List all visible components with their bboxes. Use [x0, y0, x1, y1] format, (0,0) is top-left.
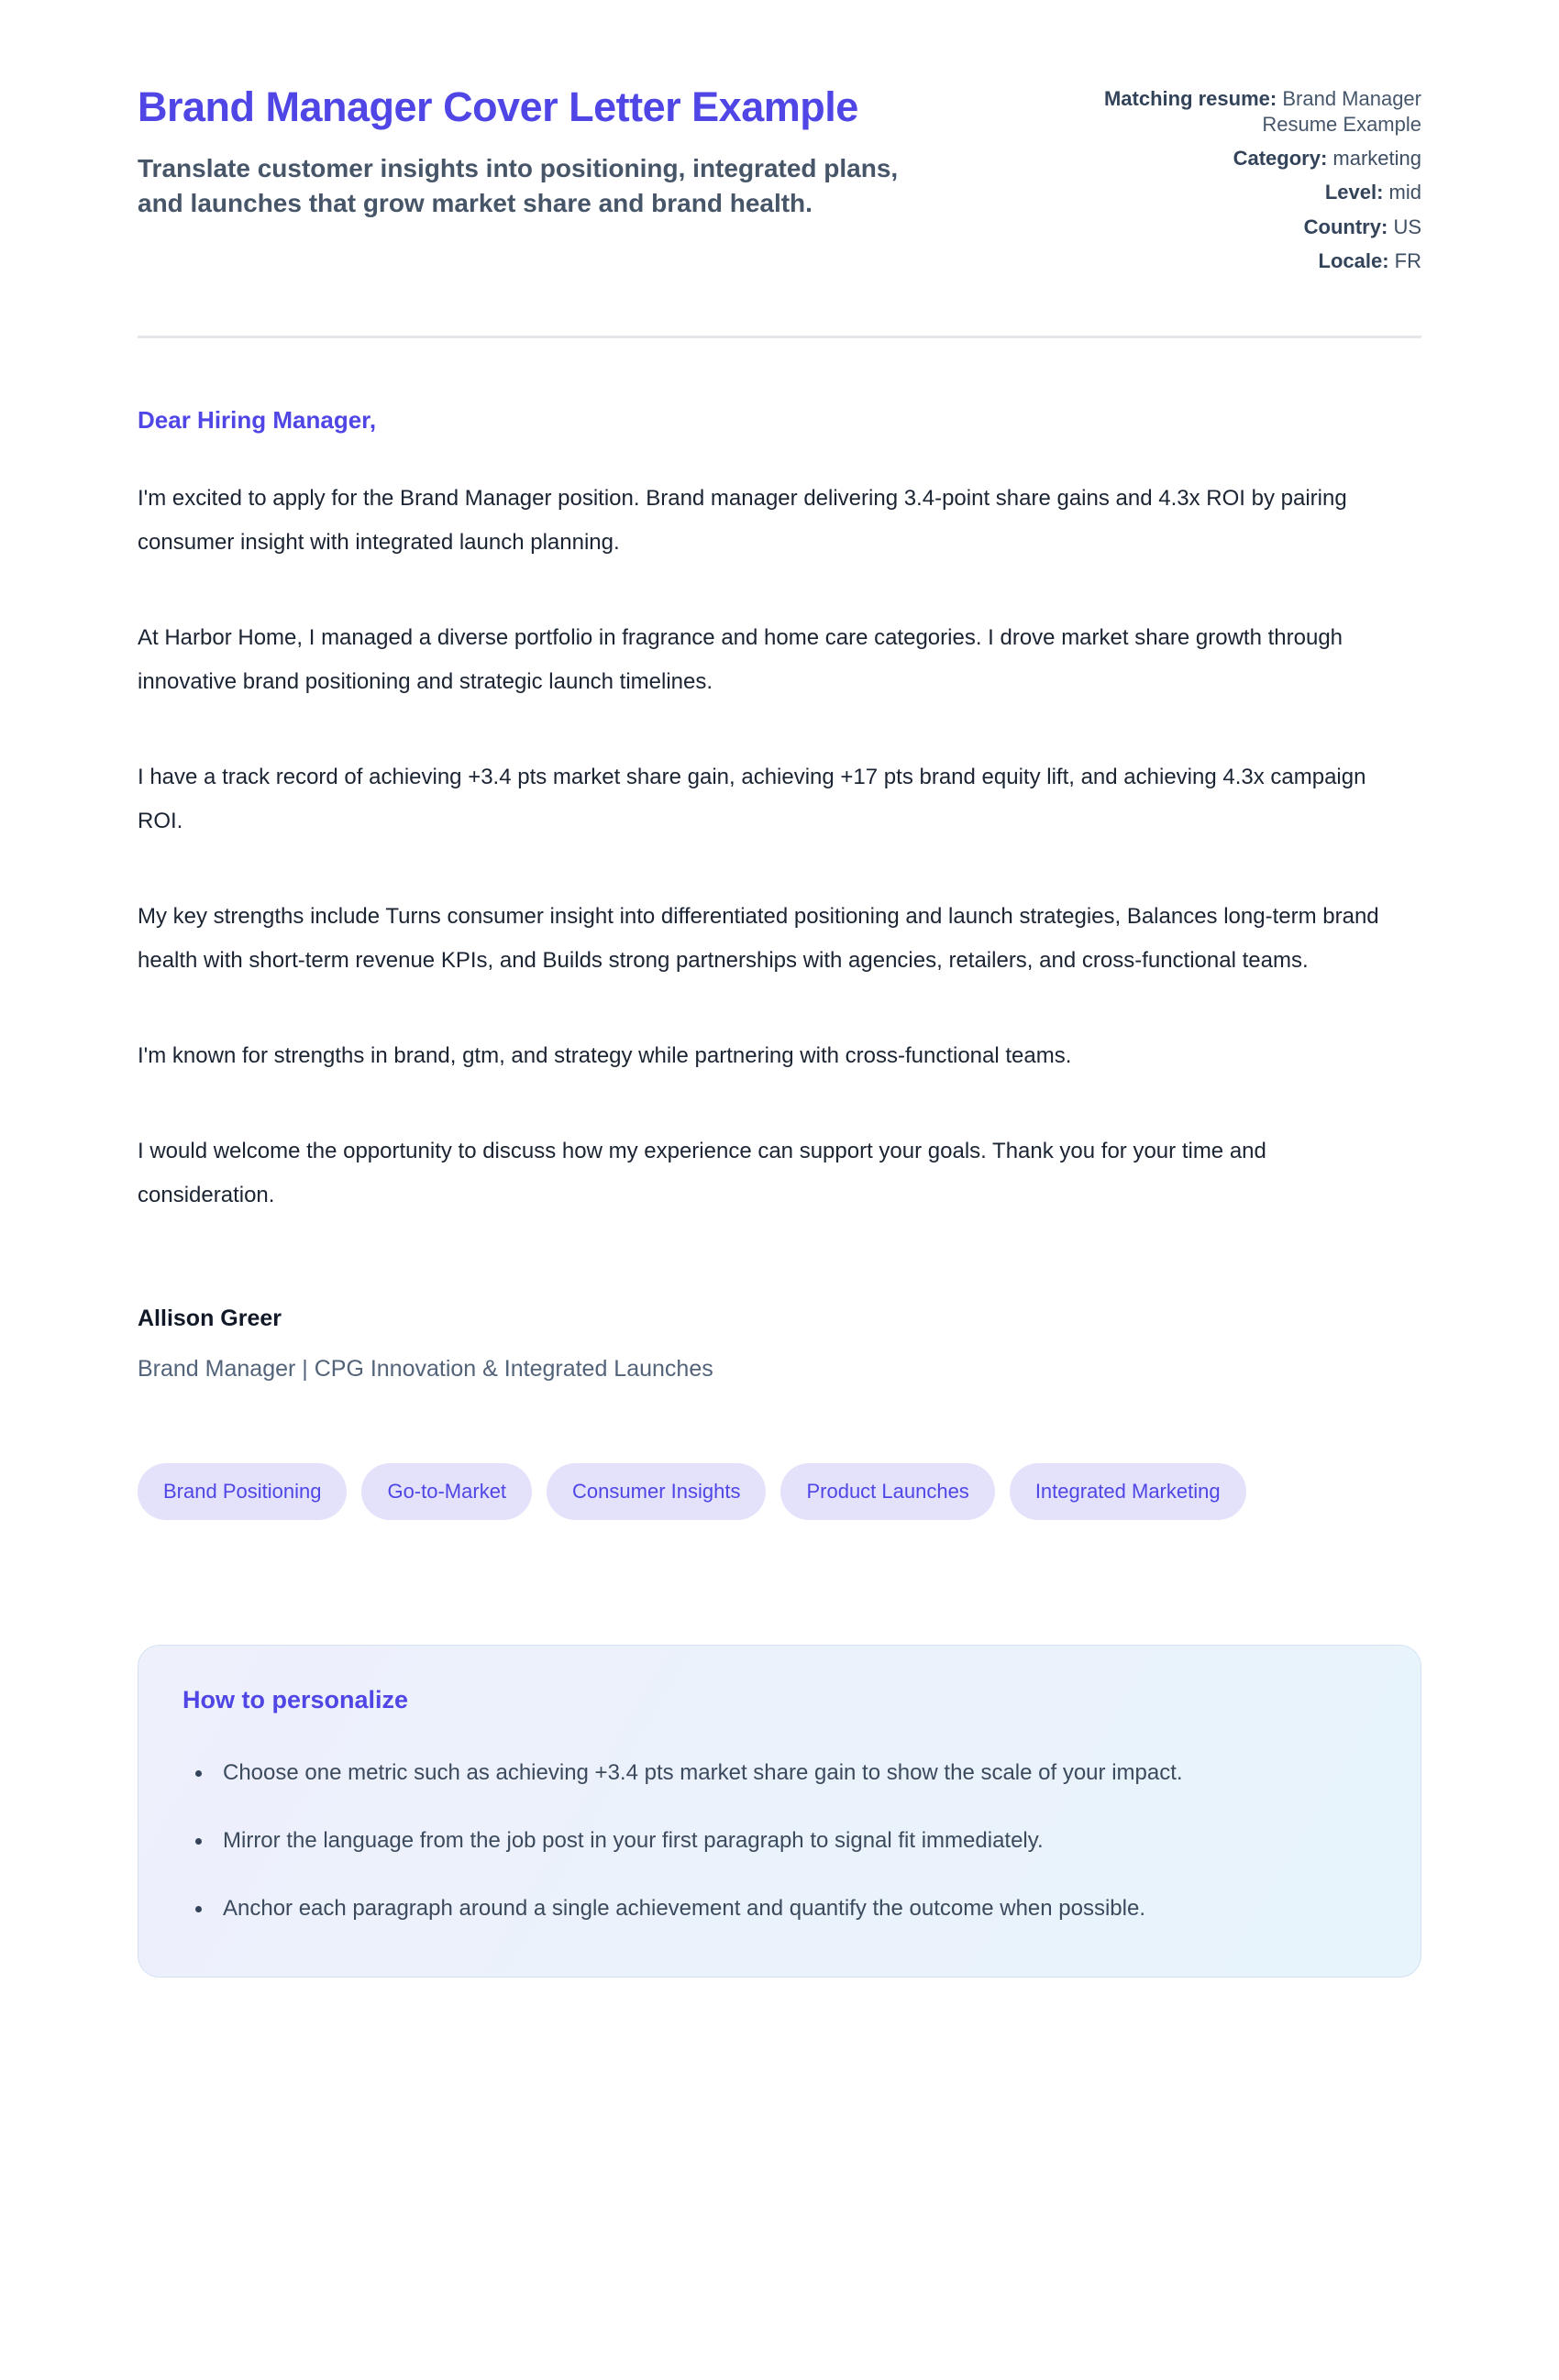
meta-matching-resume: [1025, 86, 1421, 138]
signature-name: Allison Greer: [138, 1305, 282, 1331]
matching-resume-link[interactable]: Brand Manager Resume Example: [1262, 87, 1421, 137]
meta-category-label: Category:: [1233, 147, 1328, 171]
skill-tags-row: [138, 1463, 1421, 1520]
header-divider: [138, 336, 1421, 338]
letter-paragraph: I'm known for strengths in brand, gtm, and strategy while partnering with cross-functional teams.: [138, 1042, 1072, 1068]
header-title-block: [138, 81, 981, 222]
letter-paragraph: I would welcome the opportunity to discuss how my experience can support your goals. Thank you for your time and consideration.: [138, 1138, 1266, 1207]
personalize-tip: • Mirror the language from the job post in your first paragraph to signal fit immediately.: [214, 1819, 1369, 1863]
tag-integrated-marketing[interactable]: Integrated Marketing: [1010, 1463, 1246, 1520]
meta-level-value: mid: [1388, 181, 1421, 204]
how-to-personalize-box: [138, 1645, 1421, 1978]
page-title: Brand Manager Cover Letter Example: [138, 83, 858, 130]
signature-title: Brand Manager | CPG Innovation & Integrated Launches: [138, 1355, 713, 1382]
meta-locale-label: Locale:: [1318, 248, 1389, 272]
cover-letter-page: [138, 0, 1421, 2060]
page-subtitle: Translate customer insights into positioning, integrated plans, and launches that grow market share and brand health.: [138, 153, 899, 218]
meta-country: [1025, 215, 1421, 240]
meta-country-value: US: [1393, 215, 1421, 238]
meta-locale-value: FR: [1394, 248, 1421, 272]
meta-locale: [1025, 248, 1421, 274]
meta-level-label: Level:: [1324, 181, 1384, 204]
personalize-tip: • Choose one metric such as achieving +3.4 pts market share gain to show the scale of your impact.: [214, 1751, 1369, 1795]
meta-country-label: Country:: [1303, 215, 1388, 238]
tag-go-to-market[interactable]: Go-to-Market: [361, 1463, 532, 1520]
letter-paragraph: I'm excited to apply for the Brand Manager position. Brand manager delivering 3.4-point share gains and 4.3x ROI by pairing consumer insight with integrated launch planning.: [138, 485, 1347, 555]
signature-block: [138, 1306, 1421, 1383]
page-header: [138, 81, 1421, 282]
letter-paragraph: I have a track record of achieving +3.4 pts market share gain, achieving +17 pts brand equity lift, and achieving 4.3x campaign ROI.: [138, 764, 1366, 833]
meta-level: [1025, 180, 1421, 205]
tag-consumer-insights[interactable]: Consumer Insights: [547, 1463, 766, 1520]
cover-letter-body: [138, 406, 1421, 1383]
letter-paragraph: At Harbor Home, I managed a diverse portfolio in fragrance and home care categories. I drove market share growth through innovative brand positioning and strategic launch timelines.: [138, 624, 1343, 694]
meta-category: [1025, 146, 1421, 171]
letter-paragraph: My key strengths include Turns consumer insight into differentiated positioning and launch strategies, Balances long-term brand health with short-term revenue KPIs, and Builds strong partnerships with agencies, retailers, and cross-functional teams.: [138, 903, 1379, 973]
personalize-tip: • Anchor each paragraph around a single achievement and quantify the outcome when possible.: [214, 1887, 1369, 1931]
meta-matching-resume-label: Matching resume:: [1103, 87, 1277, 110]
personalize-heading: How to personalize: [182, 1685, 409, 1713]
meta-category-value: marketing: [1332, 147, 1421, 171]
letter-greeting: Dear Hiring Manager,: [138, 405, 377, 434]
tag-product-launches[interactable]: Product Launches: [780, 1463, 994, 1520]
personalize-tips-list: [182, 1751, 1377, 1931]
resume-meta-block: [1025, 81, 1421, 282]
tag-brand-positioning[interactable]: Brand Positioning: [138, 1463, 347, 1520]
